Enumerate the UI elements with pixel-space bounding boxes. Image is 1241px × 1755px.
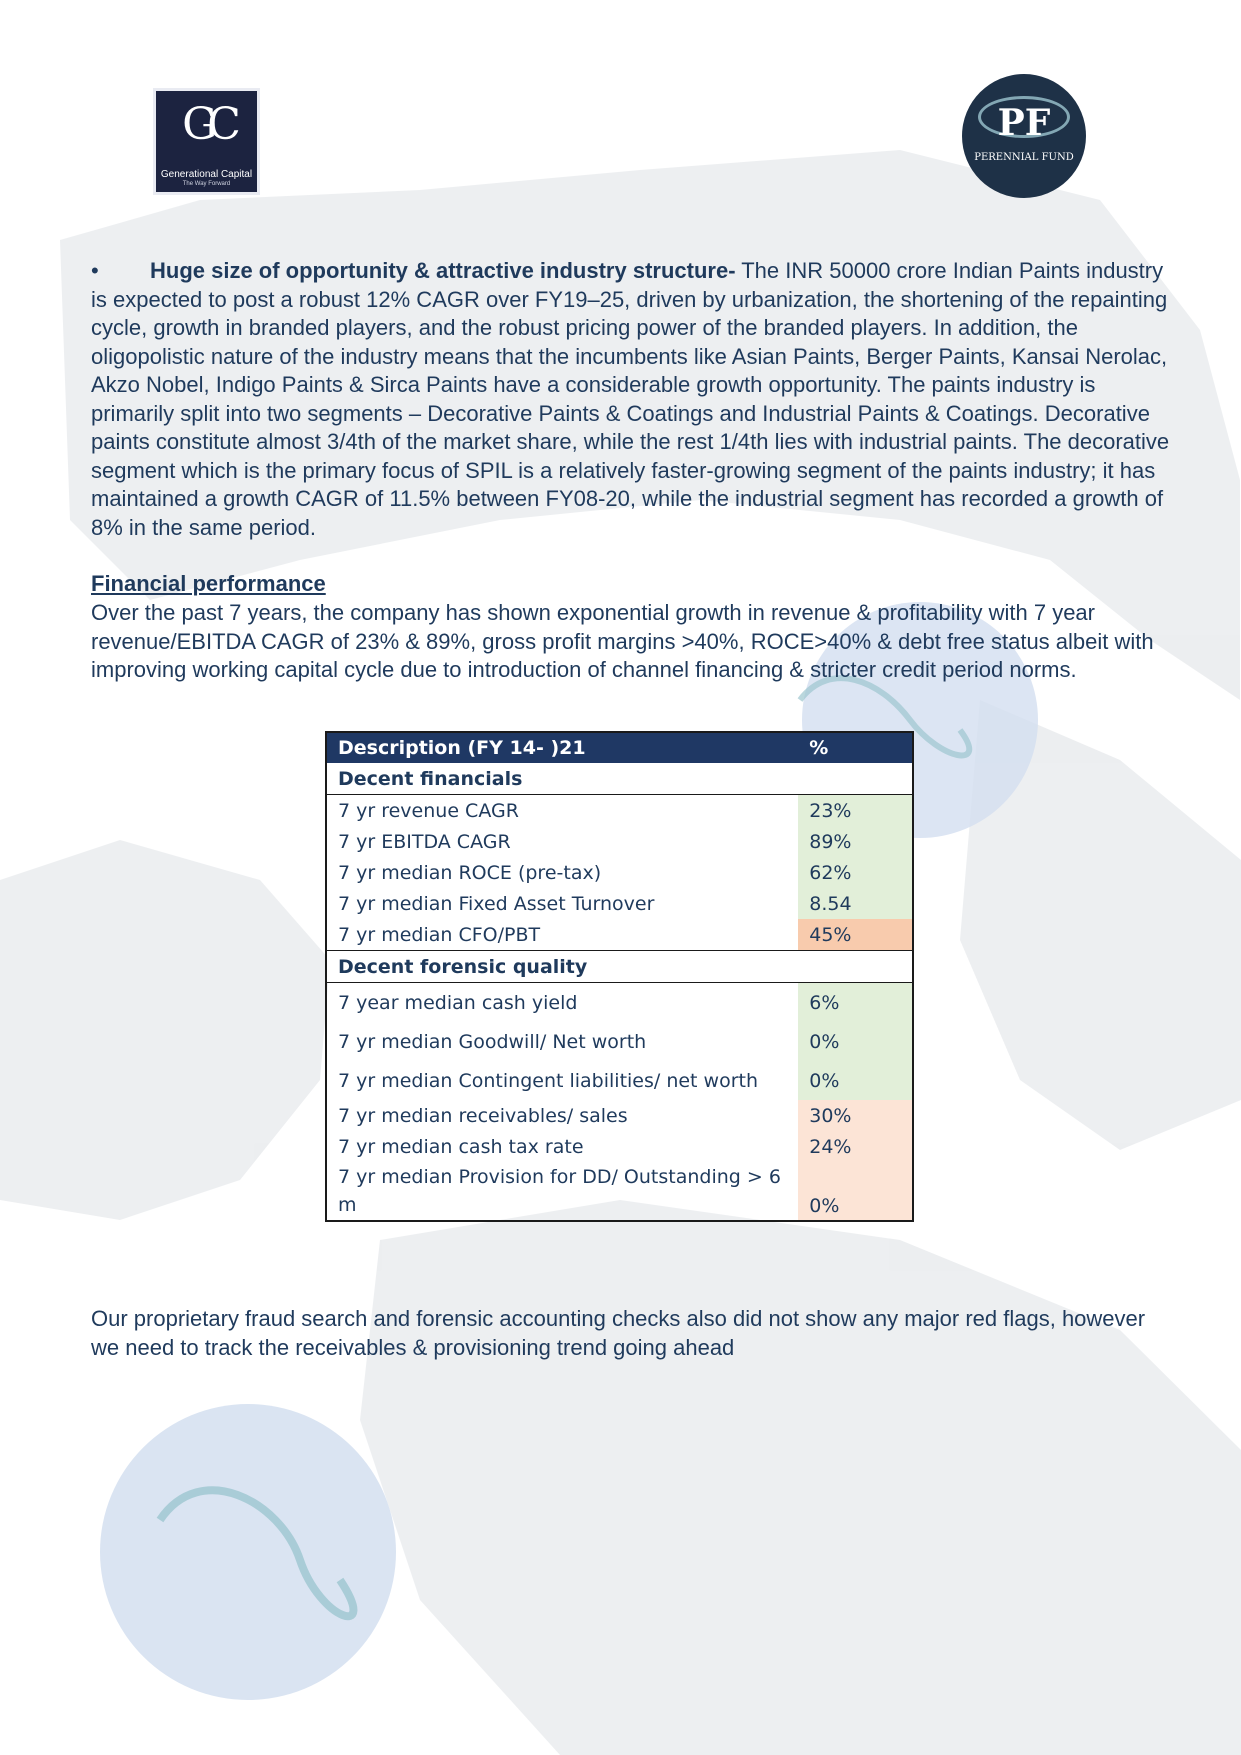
- table-row: [326, 857, 913, 888]
- row-label: 7 yr median CFO/PBT: [338, 923, 541, 946]
- section-title: Decent forensic quality: [326, 951, 913, 983]
- row-label: 7 yr median Contingent liabilities/ net worth: [338, 1069, 759, 1092]
- section-header-row: [326, 763, 913, 795]
- table-row: [326, 1131, 913, 1162]
- row-value: 23%: [798, 795, 913, 827]
- generational-capital-logo: [153, 88, 260, 195]
- row-label: 7 yr median Goodwill/ Net worth: [338, 1030, 647, 1053]
- row-label: 7 yr revenue CAGR: [338, 799, 519, 822]
- header-value: %: [798, 732, 913, 763]
- gc-logo-name: Generational Capital: [160, 169, 253, 180]
- row-value: 62%: [798, 857, 913, 888]
- pf-monogram: PF: [997, 102, 1051, 144]
- table-row: [326, 1100, 913, 1131]
- table-row: [326, 826, 913, 857]
- table-row: [326, 983, 913, 1023]
- closing-paragraph: Our proprietary fraud search and forensic accounting checks also did not show any major red flags, however we need to track the receivables & provisioning trend going ahead: [91, 1306, 1146, 1360]
- bullet-icon: •: [91, 258, 99, 283]
- row-value: 0%: [798, 1162, 913, 1221]
- row-value: 0%: [798, 1022, 913, 1061]
- table-row: [326, 795, 913, 827]
- perennial-fund-logo: [962, 74, 1086, 198]
- financial-performance-paragraph: Over the past 7 years, the company has shown exponential growth in revenue & profitability with 7 year revenue/EBITDA CAGR of 23% & 89%, gross profit margins >40%, ROCE>40% & debt free status albeit with improving working capital cycle due to introduction of channel financing & stricter credit period norms.: [91, 600, 1154, 682]
- table-row: [326, 919, 913, 951]
- gc-monogram: GC: [182, 99, 231, 150]
- row-value: 0%: [798, 1061, 913, 1100]
- financial-performance-heading: Financial performance: [91, 571, 326, 596]
- financial-metrics-table: [325, 731, 914, 1222]
- row-value: 6%: [798, 983, 913, 1023]
- row-label: 7 year median cash yield: [338, 991, 578, 1014]
- row-label: 7 yr median Fixed Asset Turnover: [338, 892, 655, 915]
- pf-logo-name: PERENNIAL FUND: [974, 152, 1074, 163]
- section-title: Decent financials: [326, 763, 913, 795]
- table-row: [326, 1162, 913, 1221]
- row-label: 7 yr median receivables/ sales: [338, 1104, 628, 1127]
- row-value: 89%: [798, 826, 913, 857]
- table-row: [326, 1061, 913, 1100]
- table-row: [326, 888, 913, 919]
- row-value: 24%: [798, 1131, 913, 1162]
- table-row: [326, 1022, 913, 1061]
- gc-logo-tagline: The Way Forward: [182, 181, 231, 187]
- table-header-row: [326, 732, 913, 763]
- row-value: 30%: [798, 1100, 913, 1131]
- header-description: Description (FY 14- )21: [326, 732, 798, 763]
- opportunity-paragraph: [91, 257, 1171, 542]
- row-value: 8.54: [798, 888, 913, 919]
- section-header-row: [326, 951, 913, 983]
- row-label: 7 yr median Provision for DD/ Outstanding > 6 m: [338, 1166, 781, 1216]
- row-label: 7 yr EBITDA CAGR: [338, 830, 511, 853]
- row-label: 7 yr median ROCE (pre-tax): [338, 861, 602, 884]
- row-value: 45%: [798, 919, 913, 951]
- row-label: 7 yr median cash tax rate: [338, 1135, 584, 1158]
- opportunity-body: The INR 50000 crore Indian Paints industry is expected to post a robust 12% CAGR over FY19–25, driven by urbanization, the shortening of the repainting cycle, growth in branded players, and the robust pricing power of the branded players. In addition, the oligopolistic nature of the industry means that the incumbents like Asian Paints, Berger Paints, Kansai Nerolac, Akzo Nobel, Indigo Paints & Sirca Paints have a considerable growth opportunity. The paints industry is primarily split into two segments – Decorative Paints & Coatings and Industrial Paints & Coatings. Decorative paints constitute almost 3/4th of the market share, while the rest 1/4th lies with industrial paints. The decorative segment which is the primary focus of SPIL is a relatively faster-growing segment of the paints industry; it has maintained a growth CAGR of 11.5% between FY08-20, while the industrial segment has recorded a growth of 8% in the same period.: [91, 258, 1170, 540]
- opportunity-lead: Huge size of opportunity & attractive industry structure-: [150, 258, 736, 283]
